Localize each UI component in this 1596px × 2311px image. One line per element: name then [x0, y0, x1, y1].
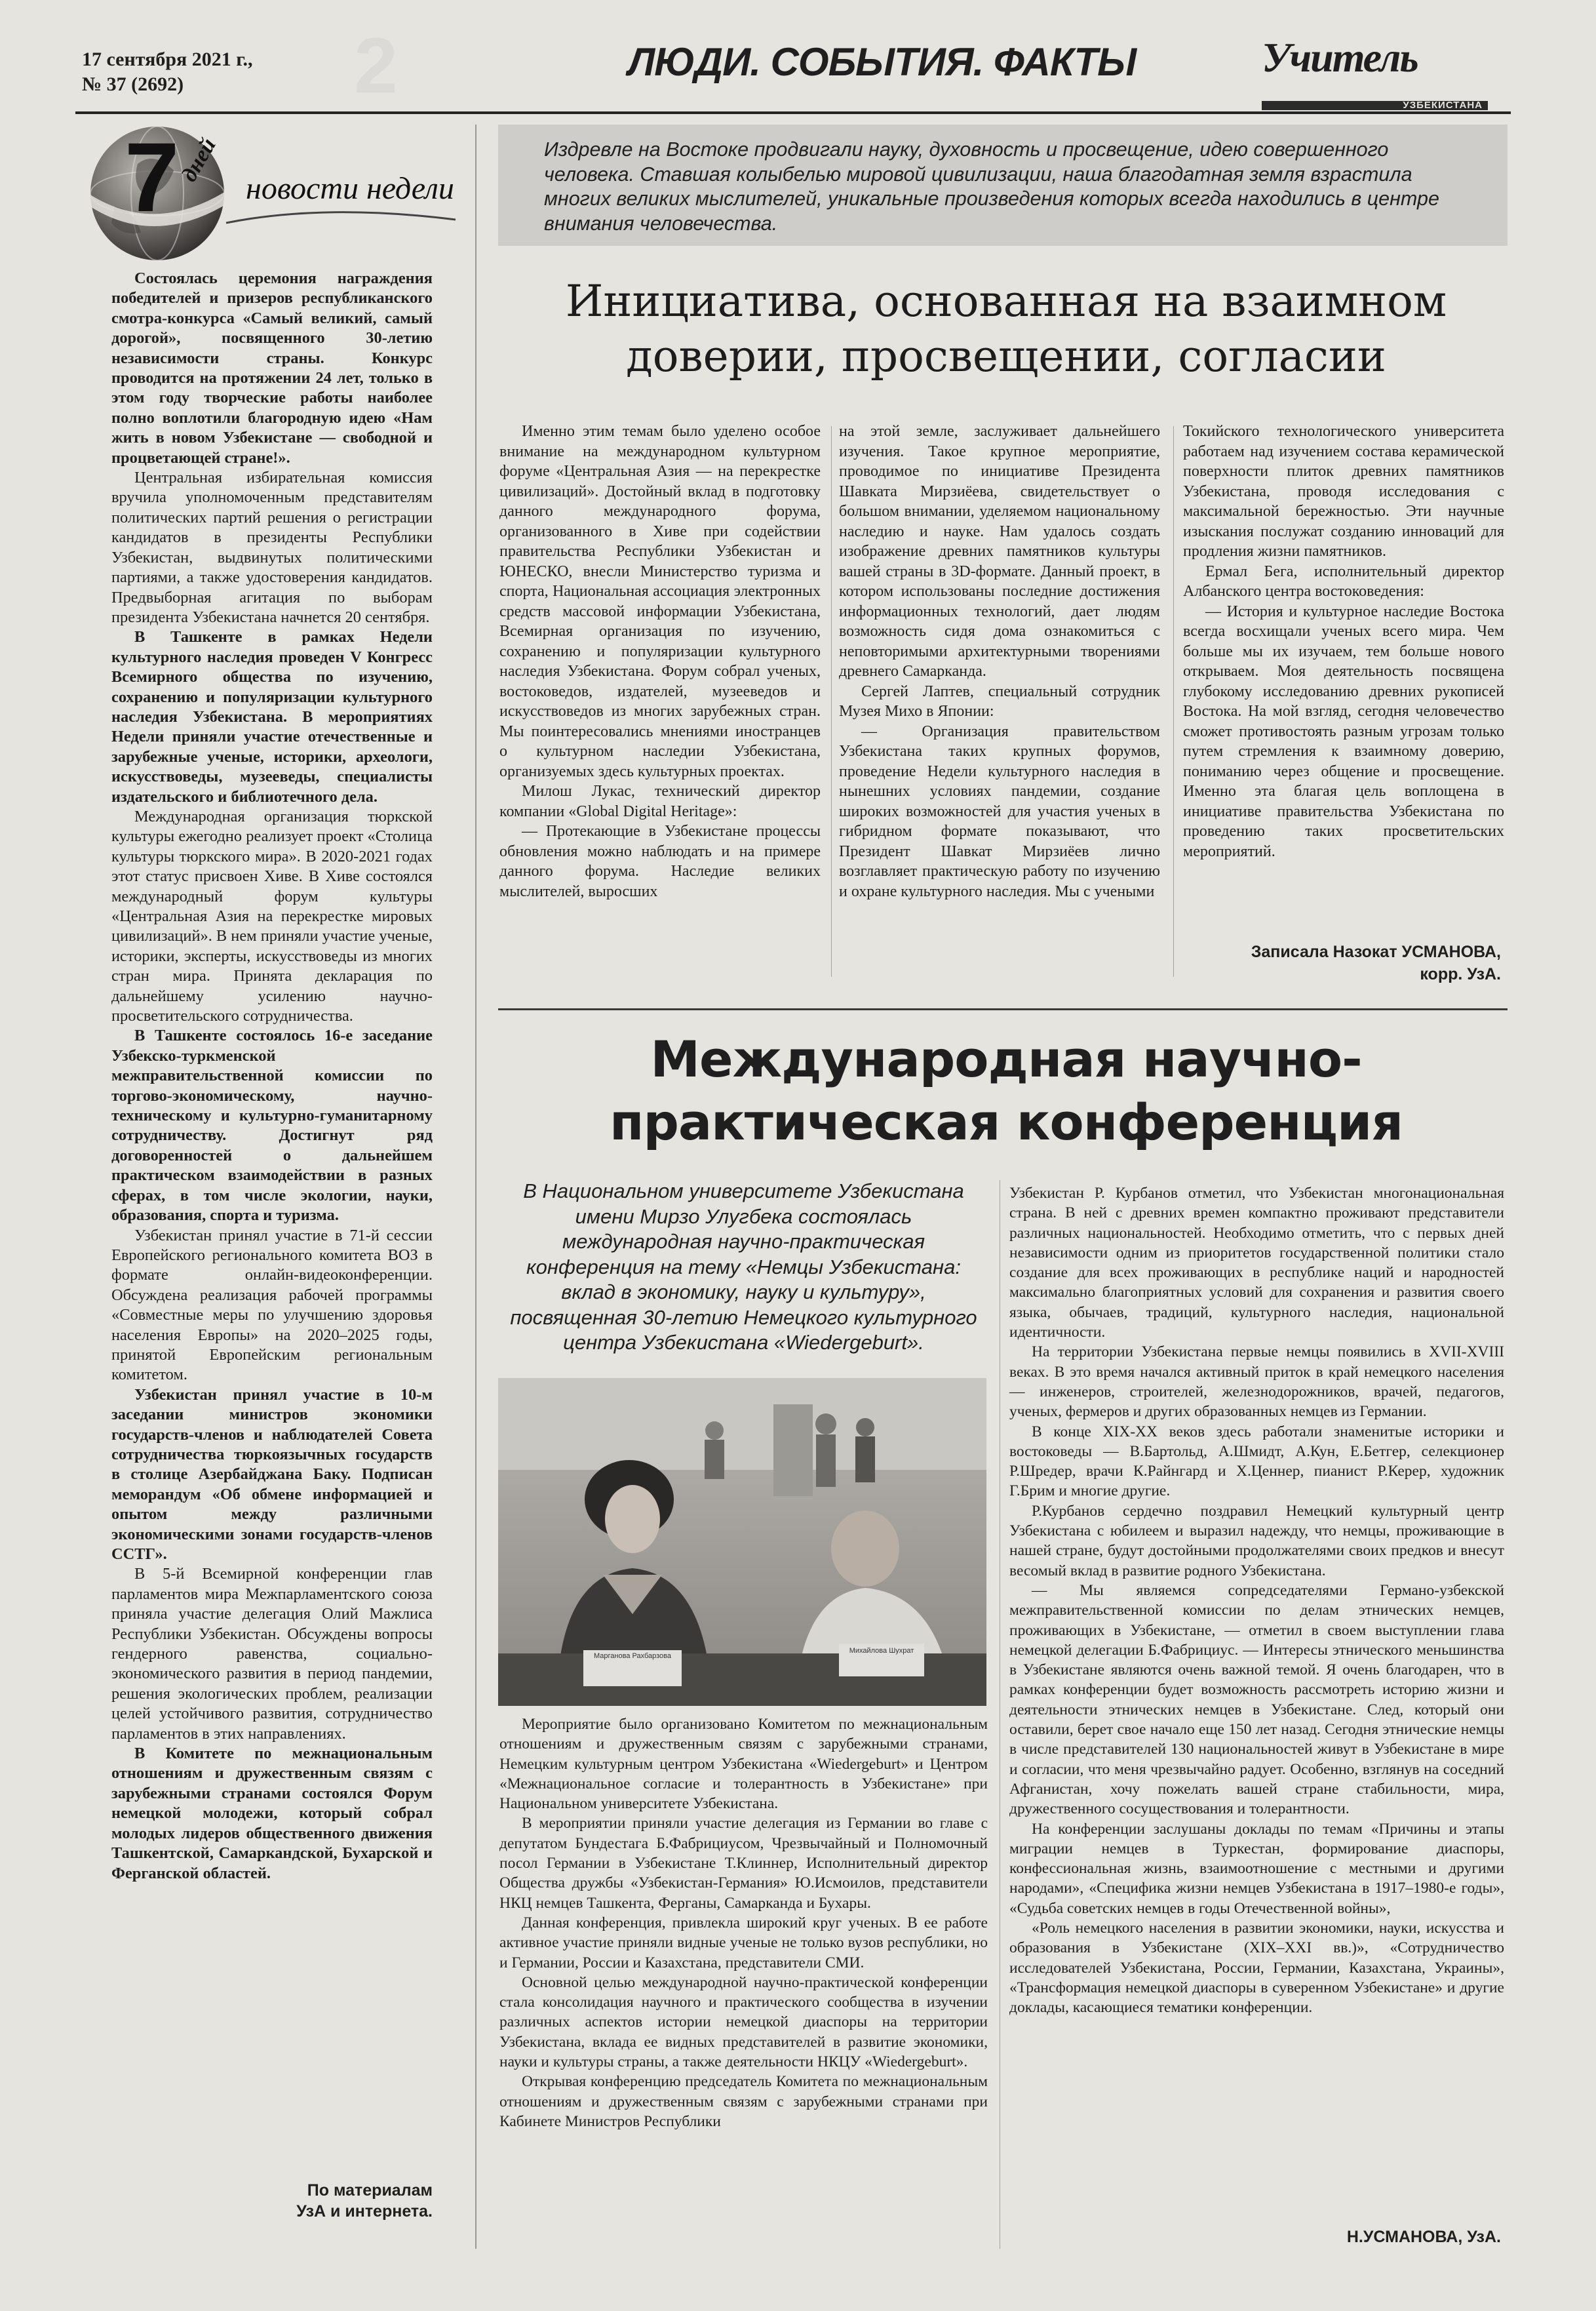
signature-line: По материалам [307, 2181, 433, 2200]
paragraph: — Мы являемся сопредседателями Германо-узбекской межправительственной комиссии по делам этнических немцев, проживающих в Узбекистане, — отметил в своем выступлении глава немецкой делегации Б.Фабрициус. — Интересы этнического меньшинства в Узбекистане являются очень важной темой. Я очень благодарен, что в рамках конференции будет возможность рассмотреть историю жизни и деятельности этнических немцев в Узбекистане. След, который они оставили, берет свое начало еще 150 лет назад. Сегодня этнические немцы в числе представителей 130 национальностей живут в Узбекистане в мире и согласии, что меня чрезвычайно радует. Особенно, взглянув на соседний Афганистан, хочу пожелать вашей стране стабильности, мира, дружественного сосуществования и толерантности. [1009, 1581, 1504, 1818]
column-divider [1173, 426, 1174, 977]
paragraph: «Роль немецкого населения в развитии экономики, науки, искусства и образования в Узбекистане (XIX–XXI вв.)», «Сотрудничество исследователей Узбекистана, России, Германии, Казахстана, Украины», «Трансформация немецкой диаспоры в суверенном Узбекистане» и другие доклады, касающиеся тематики конференции. [1009, 1919, 1504, 2017]
logo-subtitle: УЗБЕКИСТАНА [1403, 100, 1483, 111]
paragraph: На конференции заслушаны доклады по темам «Причины и этапы миграции немцев в Туркестан, формирование диаспоры, конфессиональная жизнь, взаимоотношение с местными и другими народами», «Специфика жизни немцев Узбекистана в 1917–1980-е годы», «Судьба советских немцев в годы Отечественной войны», [1009, 1820, 1504, 1917]
news-item: Узбекистан принял участие в 10-м заседании министров экономики государств-членов и наблюдателей Совета сотрудничества тюркоязычных государств в столице Азербайджана Баку. Подписан меморандум «Об обмене информацией и опытом между различными экономическими зонами государств-членов ССТГ». [111, 1385, 433, 1563]
paragraph: Милош Лукас, технический директор компании «Global Digital Heritage»: [499, 783, 821, 820]
article2-column-2 [1009, 1183, 1504, 2017]
news-item: В 5-й Всемирной конференции глав парламентов мира Межпарламентского союза приняла участие делегация Олий Мажлиса Республики Узбекистан. Обсуждены вопросы гендерного равенства, социально-экономического развития в период пандемии, решения экологических проблем, реализации целей устойчивого развития, сотрудничество парламентов в этих направлениях. [111, 1565, 433, 1743]
name-placard: Михайлова Шухрат [849, 1647, 914, 1655]
badge-word: дней [177, 134, 221, 186]
lead-box: Издревле на Востоке продвигали науку, духовность и просвещение, идею совершенного человека. Ставшая колыбелью мировой цивилизации, наша благодатная земля взрастила многих великих мыслителей, уникальные произведения которых всегда находились в центре внимания человечества. [498, 125, 1508, 246]
article2-lead: В Национальном университете Узбекистана имени Мирзо Улугбека состоялась международная научно-практическая конференция на тему «Немцы Узбекистана: вклад в экономику, науку и культуру», посвященная 30-летию Немецкого культурного центра Узбекистана «Wiedergeburt». [510, 1179, 977, 1354]
conference-photo [498, 1378, 986, 1706]
section-title: ЛЮДИ. СОБЫТИЯ. ФАКТЫ [628, 40, 1137, 84]
paragraph: На территории Узбекистана первые немцы появились в XVII-XVIII веках. В это время начался активный приток в край немецкого населения — инженеров, строителей, железнодорожников, врачей, педагогов, ученых, фермеров и других образованных немцев из Германии. [1009, 1343, 1504, 1421]
paragraph: В мероприятии приняли участие делегация из Германии во главе с депутатом Бундестага Б.Фабрициусом, Чрезвычайный и Полномочный посол Германии в Узбекистане Т.Клиннер, Исполнительный директор Общества дружбы «Узбекистан-Германия» Ю.Исмоилов, представители НКЦ немцев Ташкента, Ферганы, Самарканда и Бухары. [499, 1815, 988, 1912]
news-item: Состоялась церемония награждения победителей и призеров республиканского смотра-конкурса «Самый великий, самый дорогой», посвященного 30-летию независимости страны. Конкурс проводится на протяжении 24 лет, только в этом году творческие работы наиболее полно воплотили благородную идею «Нам жить в новом Узбекистане — свободной и процветающей стране!». [111, 269, 433, 467]
article2-signature: Н.УСМАНОВА, УзА. [1346, 2228, 1501, 2246]
logo-word: Учитель [1262, 34, 1418, 81]
article-separator [498, 1008, 1508, 1010]
news-item: В Комитете по межнациональным отношениям и дружественным связям с зарубежными странами состоялся Форум немецкой молодежи, который собрал молодых лидеров общественного движения Ташкентской, Самаркандской, Бухарской и Ферганской областей. [111, 1745, 433, 1882]
article1-column-2 [839, 422, 1160, 901]
paragraph: Сергей Лаптев, специальный сотрудник Музея Михо в Японии: [839, 682, 1160, 720]
news-item: Узбекистан принял участие в 71-й сессии Европейского регионального комитета ВОЗ в формате онлайн-видеоконференции. Обсуждена реализация рабочей программы «Совместные меры по улучшению здоровья населения Европы» на 2020–2025 годы, принятой Европейским региональным комитетом. [111, 1226, 433, 1384]
paragraph: Р.Курбанов сердечно поздравил Немецкий культурный центр Узбекистана с юбилеем и выразил надежду, что немцы, проживающие в нашей стране, будут достойными продолжателями своих предков и внесут весомый вклад в развитие родного Узбекистана. [1009, 1502, 1504, 1579]
issue-number: № 37 (2692) [82, 73, 184, 95]
column-divider [475, 125, 477, 2249]
headline-line: практическая конференция [609, 1093, 1403, 1151]
news-item: Международная организация тюркской культуры ежегодно реализует проект «Столица культуры тюркского мира». В 2020-2021 годах этот статус присвоен Хиве. В Хиве состоялся международный форум культуры «Центральная Азия на перекрестке мировых цивилизаций». В нем приняли участие ученые, историки, эксперты, искусствоведы из многих стран мира. Принята декларация по дальнейшему усилению научно-просветительского сотрудничества. [111, 807, 433, 1025]
paragraph: Токийского технологического университета работаем над изучением состава керамической поверхности плиток древних памятников Узбекистана, проводя исследования с максимальной бережностью. Эти научные изыскания послужат созданию инноваций для продления жизни памятников. [1183, 423, 1504, 560]
news-item: В Ташкенте состоялось 16-е заседание Узбекско-туркменской межправительственной комиссии по торгово-экономическому, научно-техническому и культурно-гуманитарному сотрудничеству. Достигнут ряд договоренностей о дальнейшем практическом взаимодействии в разных сферах, в том числе экологии, науки, образования, спорта и туризма. [111, 1027, 433, 1225]
signature-line: Записала Назокат УСМАНОВА, [1251, 943, 1501, 961]
article2-column-1 [499, 1714, 988, 2131]
column-divider [831, 426, 832, 977]
paragraph: — Организация правительством Узбекистана таких крупных форумов, проведение Недели культурного наследия в нынешних условиях пандемии, создание широких возможностей для участия ученых в гибридном формате показывают, что Президент Шавкат Мирзиёев лично возглавляет практическую работу по изучению и охране культурного наследия. Мы с учеными [839, 722, 1160, 900]
paragraph: — История и культурное наследие Востока всегда восхищали ученых всего мира. Чем больше мы их изучаем, тем больше нового открываем. Моя деятельность посвящена глубокому исследованию древних рукописей Востока. На мой взгляд, сегодня человечество сможет противостоять разным угрозам только путем стремления к взаимному доверию, пониманию через общение и просвещение. Именно эта благая цель воплощена в инициативе правительства Узбекистана по проведению таких просветительских мероприятий. [1183, 602, 1504, 860]
left-column-signature [243, 2180, 433, 2222]
badge-number: 7 [125, 122, 180, 232]
badge-title: новости недели [246, 171, 454, 206]
signature-line: корр. УзА. [1420, 965, 1501, 983]
article1-signature [1167, 941, 1501, 985]
week-news-column [111, 269, 433, 1884]
photo-image [498, 1378, 986, 1706]
headline-line: доверии, просвещении, согласии [626, 331, 1386, 382]
paragraph: Узбекистан Р. Курбанов отметил, что Узбекистан многонациональная страна. В ней с древних времен компактно проживают представители различных национальностей. Необходимо отметить, что с первых дней независимости одним из приоритетов государственной политики стало создание для всех проживающих в республике наций и народностей максимально благоприятных условий для сохранения и развития своего языка, обычаев, традиций, культурного наследия, национальной идентичности. [1009, 1185, 1504, 1341]
paragraph: Основной целью международной научно-практической конференции стала консолидация научного и практического сообщества в изучении различных аспектов истории немецкой диаспоры на территории Узбекистана, вклада ее видных представителей в развитие экономики, науки и культуры страны, а также деятельности НКЦУ «Wiedergeburt». [499, 1973, 988, 2071]
article2-headline [482, 1028, 1530, 1154]
paragraph: на этой земле, заслуживает дальнейшего изучения. Такое крупное мероприятие, проводимое по инициативе Президента Шавката Мирзиёева, свидетельствует о большом внимании, уделяемом национальному наследию и науке. Нам удалось создать изображение древних памятников культуры вашей страны в 3D-формате. Данный проект, в котором использованы последние достижения информационных технологий, дает людям возможность сидя дома ознакомиться с неповторимыми архитектурными творениями древнего Самарканда. [839, 423, 1160, 680]
news-item: В Ташкенте в рамках Недели культурного наследия проведен V Конгресс Всемирного общества по изучению, сохранению и популяризации культурного наследия Узбекистана. В мероприятиях Недели приняли участие отечественные и зарубежные ученые, историки, археологи, искусствоведы, музееведы, специалисты издательского и библиотечного дела. [111, 628, 433, 806]
article1-column-1 [499, 422, 821, 901]
paragraph: Данная конференция, привлекла широкий круг ученых. В ее работе активное участие приняли видные ученые не только вузов республики, но и Германии, России и Казахстана, представители СМИ. [499, 1914, 988, 1971]
paragraph: Ермал Бега, исполнительный директор Албанского центра востоковедения: [1183, 563, 1504, 600]
headline-line: Инициатива, основанная на взаимном [565, 276, 1447, 326]
paragraph: — Протекающие в Узбекистане процессы обновления можно наблюдать и на примере данного форума. Наследие великих мыслителей, выросших [499, 823, 821, 900]
issue-date [82, 47, 253, 97]
article1-headline [482, 274, 1530, 384]
paragraph: Именно этим темам было уделено особое внимание на международном культурном форуме «Центральная Азия — на перекрестке цивилизаций». Достойный вклад в подготовку данного международного форума, организованного в Хиве при содействии правительства Республики Узбекистан и ЮНЕСКО, внесли Министерство туризма и спорта, Национальная ассоциация электронных средств массовой информации Узбекистана, Всемирная организация по изучению, сохранению и популяризации культурного наследия Узбекистана. Форум собрал ученых, востоковедов, издателей, музееведов и искусствоведов из многих зарубежных стран. Мы поинтересовались мнениями иностранцев о культурном наследии Узбекистана, организуемых здесь культурных проектах. [499, 423, 821, 780]
newspaper-logo [1262, 34, 1488, 111]
header-rule [75, 111, 1511, 114]
paragraph: Мероприятие было организовано Комитетом по межнациональным отношениям и дружественным связям с зарубежными странами, Немецким культурным центром Узбекистана «Wiedergeburt» и Центром «Межнациональное согласие и толерантность в Узбекистане» при Национальном университете Узбекистана. [499, 1716, 988, 1813]
headline-line: Международная научно- [650, 1030, 1362, 1088]
article1-column-3 [1183, 422, 1504, 861]
signature-line: УзА и интернета. [296, 2202, 433, 2221]
seven-days-badge [75, 122, 462, 262]
paragraph: Открывая конференцию председатель Комитета по межнациональным отношениям и дружественным связям с зарубежными странами при Кабинете Министров Республики [499, 2073, 988, 2130]
news-item: Центральная избирательная комиссия вручила уполномоченным представителям политических партий решения о регистрации кандидатов в президенты Республики Узбекистан, выдвинутых политическими партиями, а также удостоверения кандидатов. Предвыборная агитация по выборам президента Узбекистана начнется 20 сентября. [111, 469, 433, 626]
page-number: 2 [354, 22, 398, 109]
paragraph: В конце XIX-XX веков здесь работали знаменитые историки и востоковеды — В.Бартольд, А.Шмидт, А.Кун, Е.Бетгер, селекционер Р.Шредер, врачи К.Райнгард и Х.Ценнер, пианист Р.Керер, художник Г.Брим и многие другие. [1009, 1423, 1504, 1500]
name-placard: Марганова Рахбарзова [594, 1652, 671, 1660]
date-text: 17 сентября 2021 г., [82, 49, 253, 70]
